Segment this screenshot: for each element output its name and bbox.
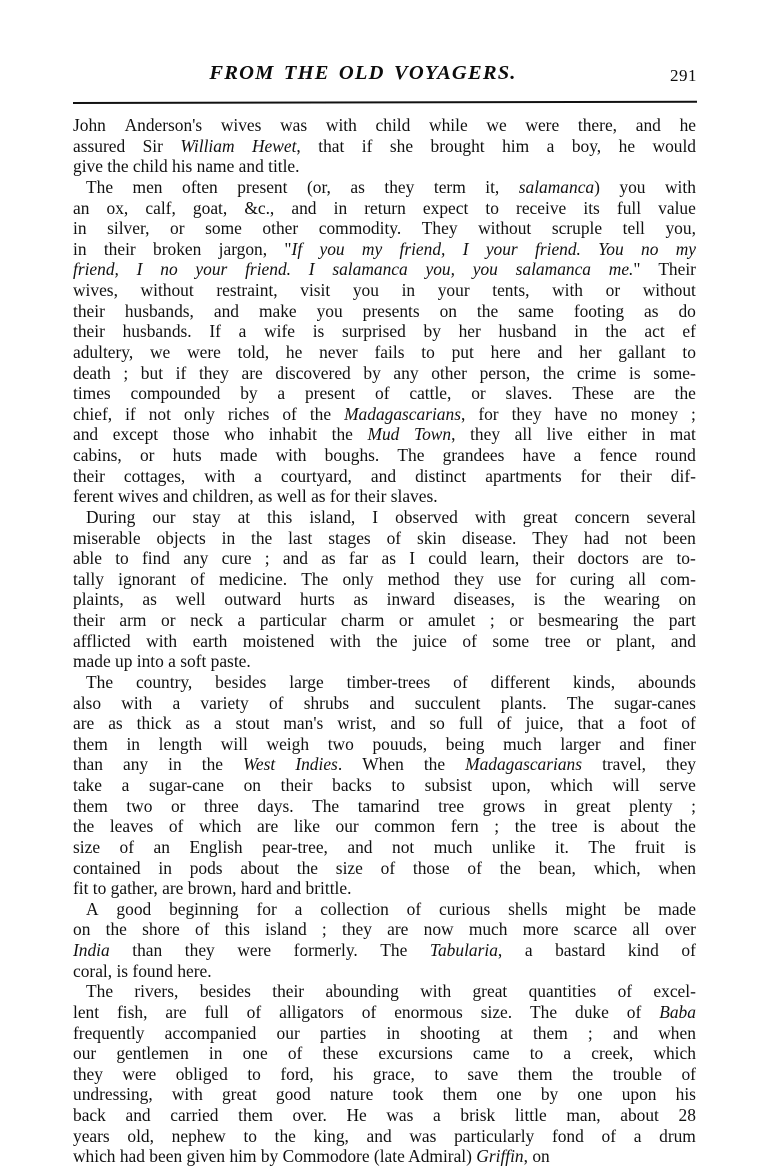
text-line: John Anderson's wives was with child while we were there, and he xyxy=(73,115,696,135)
text-line: The men often present (or, as they term it, salamanca) you with xyxy=(86,176,696,197)
text-line: fit to gather, are brown, hard and brittle. xyxy=(73,878,352,899)
running-head xyxy=(73,62,697,92)
text-line: than any in the West Indies. When the Madagascarians travel, they xyxy=(73,754,696,775)
page-number: 291 xyxy=(670,66,697,85)
text-line: During our stay at this island, I observed with great concern several xyxy=(86,506,696,527)
text-line: their husbands, and make you presents on the same footing as do xyxy=(73,300,696,321)
text-line: their arm or neck a particular charm or amulet ; or besmearing the part xyxy=(73,610,696,630)
text-line: them in length will weigh two pouuds, being much larger and finer xyxy=(73,733,696,754)
text-line: in silver, or some other commodity. They without scruple tell you, xyxy=(73,218,696,239)
text-line: contained in pods about the size of those of the bean, which, when xyxy=(73,857,696,878)
text-line: plaints, as well outward hurts as inward diseases, is the wearing on xyxy=(73,589,696,610)
page-title: FROM THE OLD VOYAGERS. xyxy=(209,62,517,84)
text-line: frequently accompanied our parties in shooting at them ; and when xyxy=(73,1022,696,1043)
text-line: and except those who inhabit the Mud Town, they all live either in mat xyxy=(73,424,696,445)
text-line: their husbands. If a wife is surprised by her husband in the act ef xyxy=(73,321,696,342)
body-text xyxy=(73,115,696,1167)
text-line: afflicted with earth moistened with the juice of some tree or plant, and xyxy=(73,630,696,651)
text-line: assured Sir William Hewet, that if she brought him a boy, he would xyxy=(73,135,696,156)
text-line: death ; but if they are discovered by any other person, the crime is some- xyxy=(73,362,696,383)
text-line: coral, is found here. xyxy=(73,960,212,981)
text-line: them two or three days. The tamarind tree grows in great plenty ; xyxy=(73,795,696,816)
text-line: our gentlemen in one of these excursions came to a creek, which xyxy=(73,1043,696,1064)
text-line: tally ignorant of medicine. The only method they use for curing all com- xyxy=(73,568,696,589)
text-line: years old, nephew to the king, and was particularly fond of a drum xyxy=(73,1125,696,1146)
text-line: The country, besides large timber-trees of different kinds, abounds xyxy=(86,671,696,692)
text-line: which had been given him by Commodore (late Admiral) Griffin, on xyxy=(73,1146,550,1167)
text-line: size of an English pear-tree, and not much unlike it. The fruit is xyxy=(73,836,696,857)
text-line: wives, without restraint, visit you in your tents, with or without xyxy=(73,280,696,300)
text-line: chief, if not only riches of the Madagascarians, for they have no money ; xyxy=(73,403,696,424)
text-line: miserable objects in the last stages of skin disease. They had not been xyxy=(73,527,696,548)
text-line: India than they were formerly. The Tabularia, a bastard kind of xyxy=(73,940,696,960)
text-line: they were obliged to ford, his grace, to save them the trouble of xyxy=(73,1063,696,1084)
text-line: give the child his name and title. xyxy=(73,156,300,177)
text-line: take a sugar-cane on their backs to subsist upon, which will serve xyxy=(73,775,696,795)
text-line: on the shore of this island ; they are now much more scarce all over xyxy=(73,919,696,940)
text-line: The rivers, besides their abounding with great quantities of excel- xyxy=(86,981,696,1002)
text-line: back and carried them over. He was a brisk little man, about 28 xyxy=(73,1105,696,1125)
text-line: lent fish, are full of alligators of enormous size. The duke of Baba xyxy=(73,1001,696,1022)
text-line: friend, I no your friend. I salamanca you, you salamanca me." Their xyxy=(73,259,696,280)
text-line: undressing, with great good nature took them one by one upon his xyxy=(73,1084,696,1105)
text-line: times compounded by a present of cattle, or slaves. These are the xyxy=(73,383,696,404)
text-line: their cottages, with a courtyard, and distinct apartments for their dif- xyxy=(73,465,696,486)
text-line: made up into a soft paste. xyxy=(73,651,251,672)
text-line: an ox, calf, goat, &c., and in return expect to receive its full value xyxy=(73,197,696,218)
text-line: the leaves of which are like our common fern ; the tree is about the xyxy=(73,816,696,837)
text-line: are as thick as a stout man's wrist, and so full of juice, that a foot of xyxy=(73,713,696,734)
header-rule xyxy=(73,101,697,104)
text-line: adultery, we were told, he never fails to put here and her gallant to xyxy=(73,341,696,362)
text-line: able to find any cure ; and as far as I could learn, their doctors are to- xyxy=(73,548,696,569)
text-line: ferent wives and children, as well as for their slaves. xyxy=(73,486,438,507)
text-line: A good beginning for a collection of curious shells might be made xyxy=(86,898,696,919)
text-line: in their broken jargon, "If you my friend, I your friend. You no my xyxy=(73,238,696,259)
text-line: cabins, or huts made with boughs. The grandees have a fence round xyxy=(73,445,696,465)
text-line: also with a variety of shrubs and succulent plants. The sugar-canes xyxy=(73,692,696,713)
